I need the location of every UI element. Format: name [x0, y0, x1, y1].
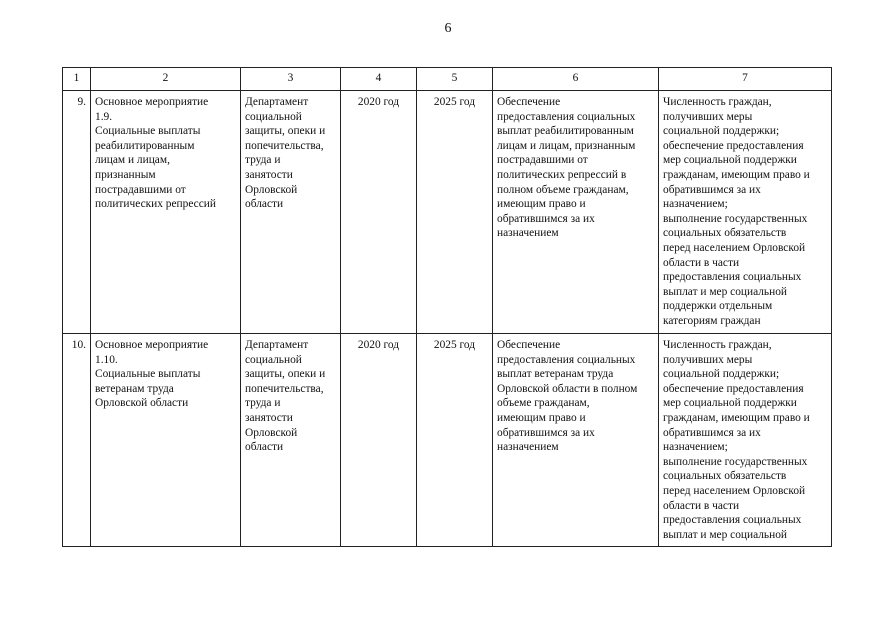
indicators-line: мер социальной поддержки [663, 397, 797, 410]
activity-name-line: Орловской области [95, 397, 189, 410]
indicators-line: гражданам, имеющим право и [663, 411, 810, 424]
indicators-line: гражданам, имеющим право и [663, 168, 810, 181]
indicators-line: перед населением Орловской [663, 241, 806, 254]
start-year: 2020 год [341, 334, 417, 547]
program-table [62, 67, 832, 547]
executor-line: попечительства, [245, 139, 324, 152]
executor-line: социальной [245, 110, 302, 123]
table-row [63, 334, 832, 547]
header-cell: 7 [659, 68, 832, 91]
activity-name-line: признанным [95, 168, 156, 181]
expected-result-line: обратившимся за их [497, 212, 595, 225]
activity-name-line: Основное мероприятие [95, 339, 209, 351]
indicators-line: назначением; [663, 198, 728, 211]
executor-line: Орловской [245, 183, 298, 196]
executor-line: труда и [245, 154, 281, 167]
page-number: 6 [444, 21, 452, 36]
executor-line: области [245, 441, 284, 454]
header-cell: 3 [241, 68, 341, 91]
expected-result-line: имеющим право и [497, 198, 586, 211]
indicators-line: выполнение государственных [663, 212, 808, 225]
end-year: 2025 год [417, 91, 493, 334]
executor-line: области [245, 198, 284, 211]
expected-result-line: назначением [497, 227, 559, 240]
indicators-line: получивших меры [663, 110, 753, 123]
executor [241, 334, 341, 547]
executor-line: защиты, опеки и [245, 368, 326, 381]
indicators-line: Численность граждан, [663, 339, 772, 351]
indicators-line: обеспечение предоставления [663, 382, 804, 395]
activity-name [91, 91, 241, 334]
activity-name-line: лицам и лицам, [95, 154, 170, 167]
indicators-line: области в части [663, 499, 740, 512]
activity-name-line: Социальные выплаты [95, 125, 201, 138]
indicators-line: выплат и мер социальной [663, 528, 788, 541]
indicators-line: социальных обязательств [663, 227, 787, 240]
activity-name [91, 334, 241, 547]
expected-result-line: объеме гражданам, [497, 397, 590, 410]
indicators-line: предоставления социальных [663, 271, 802, 284]
table-row [63, 91, 832, 334]
expected-result-line: имеющим право и [497, 411, 586, 424]
row-number: 10. [63, 334, 91, 547]
executor-line: занятости [245, 168, 293, 181]
expected-result-line: назначением [497, 441, 559, 454]
row-number: 9. [63, 91, 91, 334]
indicators [659, 91, 832, 334]
indicators-line: выполнение государственных [663, 455, 808, 468]
expected-result-line: пострадавшими от [497, 154, 588, 167]
indicators-line: назначением; [663, 441, 728, 454]
expected-result-line: предоставления социальных [497, 110, 636, 123]
indicators-line: обратившимся за их [663, 183, 761, 196]
header-cell: 6 [493, 68, 659, 91]
executor-line: социальной [245, 353, 302, 366]
activity-name-line: политических репрессий [95, 198, 216, 211]
activity-name-line: ветеранам труда [95, 382, 174, 395]
activity-name-line: 1.9. [95, 110, 113, 123]
expected-result-line: лицам и лицам, признанным [497, 139, 636, 152]
indicators [659, 334, 832, 547]
activity-name-line: Социальные выплаты [95, 368, 201, 381]
indicators-line: перед населением Орловской [663, 484, 806, 497]
indicators-line: мер социальной поддержки [663, 154, 797, 167]
end-year: 2025 год [417, 334, 493, 547]
expected-result-line: политических репрессий в [497, 168, 627, 181]
activity-name-line: реабилитированным [95, 139, 195, 152]
expected-result-line: полном объеме гражданам, [497, 183, 629, 196]
header-cell: 1 [63, 68, 91, 91]
executor-line: Департамент [245, 96, 309, 108]
indicators-line: обратившимся за их [663, 426, 761, 439]
expected-result-line: выплат реабилитированным [497, 125, 634, 138]
header-cell: 5 [417, 68, 493, 91]
activity-name-line: 1.10. [95, 353, 118, 366]
expected-result [493, 91, 659, 334]
executor-line: занятости [245, 411, 293, 424]
header-cell: 2 [91, 68, 241, 91]
expected-result [493, 334, 659, 547]
activity-name-line: пострадавшими от [95, 183, 186, 196]
expected-result-line: Обеспечение [497, 339, 561, 351]
start-year: 2020 год [341, 91, 417, 334]
indicators-line: социальных обязательств [663, 470, 787, 483]
executor [241, 91, 341, 334]
indicators-line: социальной поддержки; [663, 125, 780, 138]
header-cell: 4 [341, 68, 417, 91]
expected-result-line: Орловской области в полном [497, 382, 638, 395]
activity-name-line: Основное мероприятие [95, 96, 209, 108]
expected-result-line: Обеспечение [497, 96, 561, 108]
indicators-line: получивших меры [663, 353, 753, 366]
executor-line: защиты, опеки и [245, 125, 326, 138]
expected-result-line: выплат ветеранам труда [497, 368, 614, 381]
indicators-line: Численность граждан, [663, 96, 772, 108]
executor-line: труда и [245, 397, 281, 410]
executor-line: попечительства, [245, 382, 324, 395]
indicators-line: выплат и мер социальной [663, 285, 788, 298]
header-row [63, 68, 832, 91]
indicators-line: социальной поддержки; [663, 368, 780, 381]
indicators-line: области в части [663, 256, 740, 269]
indicators-line: обеспечение предоставления [663, 139, 804, 152]
executor-line: Департамент [245, 339, 309, 351]
indicators-line: поддержки отдельным [663, 300, 773, 313]
indicators-line: категориям граждан [663, 314, 761, 327]
expected-result-line: предоставления социальных [497, 353, 636, 366]
expected-result-line: обратившимся за их [497, 426, 595, 439]
indicators-line: предоставления социальных [663, 514, 802, 527]
executor-line: Орловской [245, 426, 298, 439]
